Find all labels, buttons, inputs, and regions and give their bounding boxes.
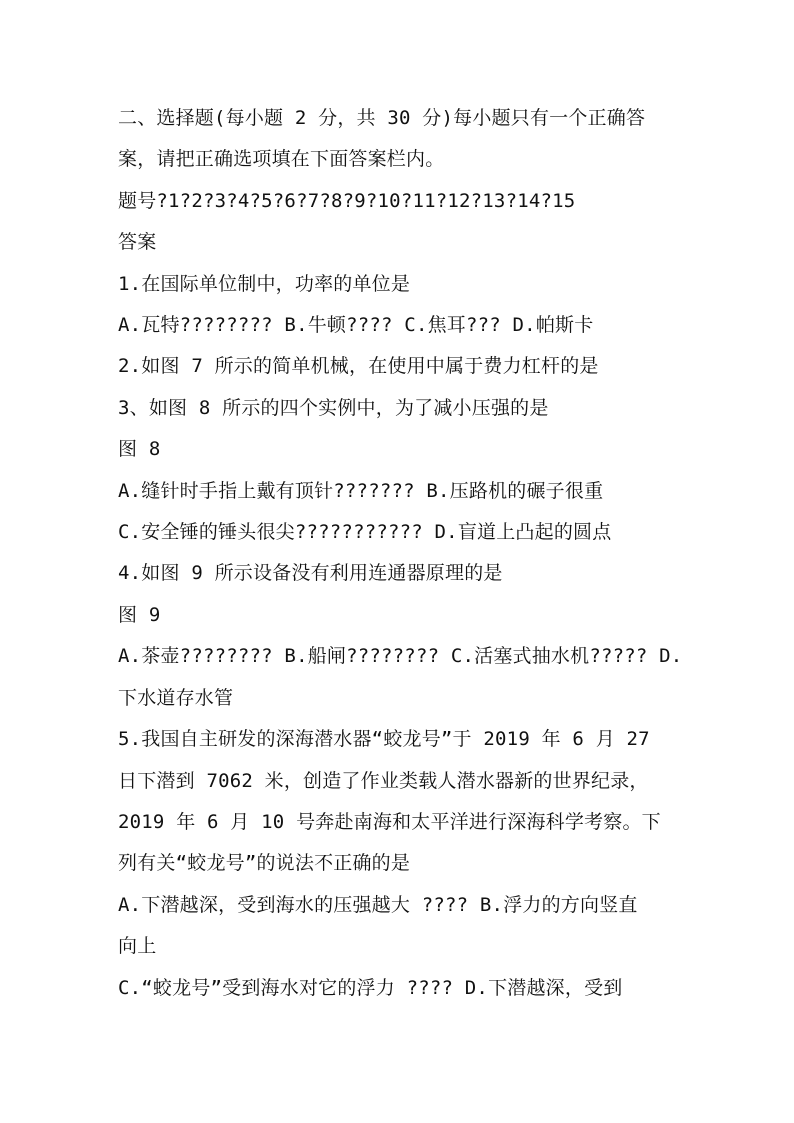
figure-9-label: 图 9 [118, 603, 161, 626]
question-5-line-2: 日下潜到 7062 米，创造了作业类载人潜水器新的世界纪录， [118, 769, 649, 792]
question-4: 4.如图 9 所示设备没有利用连通器原理的是 [118, 562, 503, 585]
answer-table-header: 题号?1?2?3?4?5?6?7?8?9?10?11?12?13?14?15 [118, 189, 576, 212]
question-5-line-3: 2019 年 6 月 10 号奔赴南海和太平洋进行深海科学考察。下 [118, 810, 661, 833]
question-4-options-line-2: 下水道存水管 [118, 686, 234, 709]
question-5-line-4: 列有关“蛟龙号”的说法不正确的是 [118, 852, 411, 875]
question-5-options-line-1: A.下潜越深，受到海水的压强越大 ???? B.浮力的方向竖直 [118, 893, 638, 916]
section-heading-line-1: 二、选择题(每小题 2 分，共 30 分)每小题只有一个正确答 [118, 107, 646, 129]
question-2: 2.如图 7 所示的简单机械，在使用中属于费力杠杆的是 [118, 355, 599, 378]
question-3: 3、如图 8 所示的四个实例中，为了减小压强的是 [118, 396, 549, 419]
question-4-options-line-1: A.茶壶???????? B.船闸???????? C.活塞式抽水机????? D. [118, 645, 683, 668]
question-3-options-line-2: C.安全锤的锤头很尖??????????? D.盲道上凸起的圆点 [118, 521, 612, 544]
question-1: 1.在国际单位制中，功率的单位是 [118, 272, 411, 295]
question-5-line-1: 5.我国自主研发的深海潜水器“蛟龙号”于 2019 年 6 月 27 [118, 728, 650, 751]
answer-table-label: 答案 [118, 231, 157, 254]
question-5-options-line-2: 向上 [118, 935, 157, 958]
document-body [118, 98, 684, 1009]
question-5-options-line-3: C.“蛟龙号”受到海水对它的浮力 ???? D.下潜越深，受到 [118, 976, 623, 999]
section-heading-line-2: 案，请把正确选项填在下面答案栏内。 [118, 148, 445, 171]
question-1-options: A.瓦特???????? B.牛顿???? C.焦耳??? D.帕斯卡 [118, 314, 594, 337]
question-3-options-line-1: A.缝针时手指上戴有顶针??????? B.压路机的碾子很重 [118, 479, 604, 502]
figure-8-label: 图 8 [118, 438, 161, 461]
